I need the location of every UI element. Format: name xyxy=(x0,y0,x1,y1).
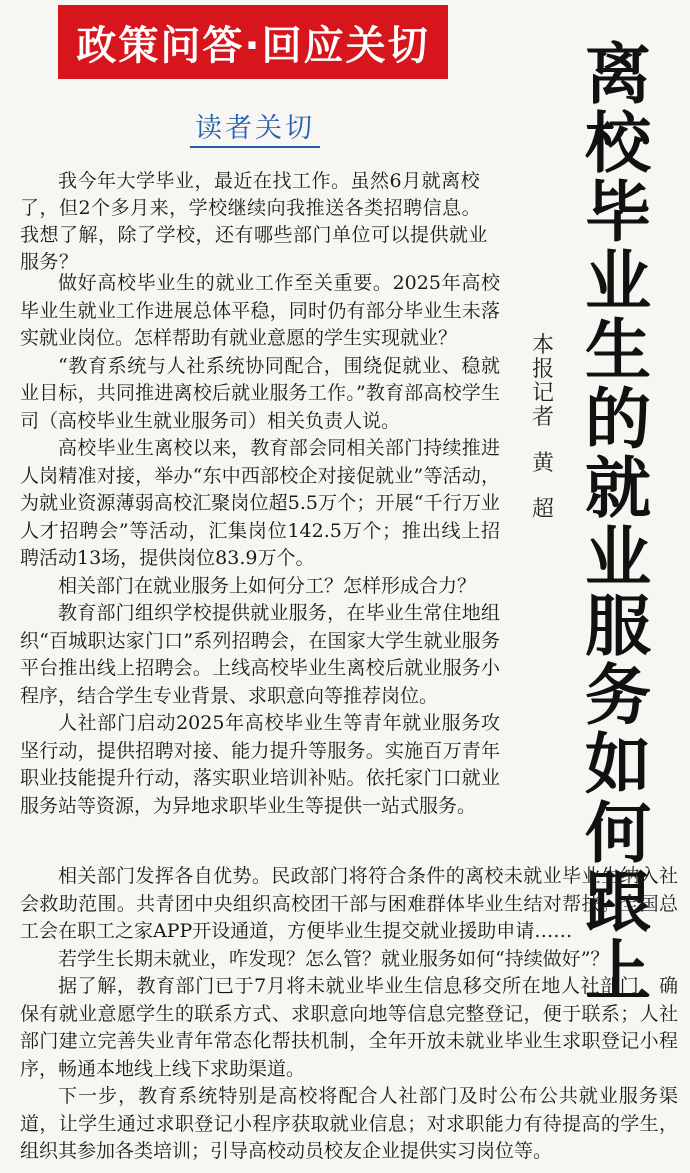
byline-char: 报 xyxy=(531,357,554,382)
title-char: 生 xyxy=(585,312,651,389)
title-char: 何 xyxy=(585,795,651,872)
byline-char: 黄 xyxy=(531,451,554,476)
title-char: 校 xyxy=(585,105,651,182)
title-char: 跟 xyxy=(585,864,651,941)
subheading: 读者关切 xyxy=(190,106,320,148)
paragraph: “教育系统与人社系统协同配合，围绕促就业、稳就业目标，共同推进离校后就业服务工作。”教育部高校学生司（高校毕业生就业服务司）相关负责人说。 xyxy=(20,354,500,432)
question-text: 我今年大学毕业，最近在找工作。虽然6月就离校了，但2个多月来，学校继续向我推送各类招聘信息。我想了解，除了学校，还有哪些部门单位可以提供就业服务？ xyxy=(20,170,489,273)
paragraph: 相关部门发挥各自优势。民政部门将符合条件的离校未就业毕业生纳入社会救助范围。共青团中央组织高校团干部与困难群体毕业生结对帮扶。全国总工会在职工之家APP开设通道，方便毕业生提交就业援助申请…… xyxy=(20,865,678,942)
paragraph: 教育部门组织学校提供就业服务，在毕业生常住地组织“百城职达家门口”系列招聘会，在国家大学生就业服务平台推出线上招聘会。上线高校毕业生离校后就业服务小程序，结合学生专业背景、求职意向等推荐岗位。 xyxy=(20,602,500,707)
title-char: 就 xyxy=(585,450,651,527)
title-char: 业 xyxy=(585,243,651,320)
byline-char: 者 xyxy=(531,405,554,430)
byline xyxy=(523,334,563,522)
title-char: 业 xyxy=(585,519,651,596)
reader-question xyxy=(20,168,490,276)
byline-char: 本 xyxy=(531,333,554,358)
paragraph: 人社部门启动2025年高校毕业生等青年就业服务攻坚行动，提供招聘对接、能力提升等服务。实施百万青年职业技能提升行动，落实职业培训补贴。依托家门口就业服务站等资源，为异地求职毕业生等提供一站式服务。 xyxy=(20,712,500,817)
article-body-wide xyxy=(20,863,678,1166)
title-char: 务 xyxy=(585,657,651,734)
title-char: 上 xyxy=(585,933,651,1010)
paragraph: 做好高校毕业生的就业工作至关重要。2025年高校毕业生就业工作进展总体平稳，同时仍有部分毕业生未落实就业岗位。怎样帮助有就业意愿的学生实现就业？ xyxy=(20,272,500,349)
title-char: 的 xyxy=(585,381,651,458)
paragraph: 相关部门在就业服务上如何分工？怎样形成合力？ xyxy=(58,574,477,597)
section-banner: 政策问答·回应关切 xyxy=(58,5,448,79)
title-char: 如 xyxy=(585,726,651,803)
article-body-narrow xyxy=(20,270,500,820)
byline-char: 超 xyxy=(531,497,554,522)
paragraph: 据了解，教育部门已于7月将未就业毕业生信息移交所在地人社部门，确保有就业意愿学生的联系方式、求职意向地等信息完整登记，便于联系；人社部门建立完善失业青年常态化帮扶机制，全年开放未就业毕业生求职登记小程序，畅通本地线上线下求助渠道。 xyxy=(20,975,678,1080)
title-char: 离 xyxy=(585,36,651,113)
title-char: 服 xyxy=(585,588,651,665)
paragraph: 高校毕业生离校以来，教育部会同相关部门持续推进人岗精准对接，举办“东中西部校企对接促就业”等活动，为就业资源薄弱高校汇聚岗位超5.5万个；开展“千行万业人才招聘会”等活动，汇集岗位142.5万个；推出线上招聘活动13场，提供岗位83.9万个。 xyxy=(20,437,500,569)
byline-char: 记 xyxy=(531,381,554,406)
title-char: 毕 xyxy=(585,174,651,251)
article-title xyxy=(578,36,658,1010)
paragraph: 若学生长期未就业，咋发现？怎么管？就业服务如何“持续做好”？ xyxy=(58,947,610,970)
paragraph: 下一步，教育系统特别是高校将配合人社部门及时公布公共就业服务渠道，让学生通过求职登记小程序获取就业信息；对求职能力有待提高的学生，组织其参加各类培训；引导高校动员校友企业提供实习岗位等。 xyxy=(20,1085,678,1162)
